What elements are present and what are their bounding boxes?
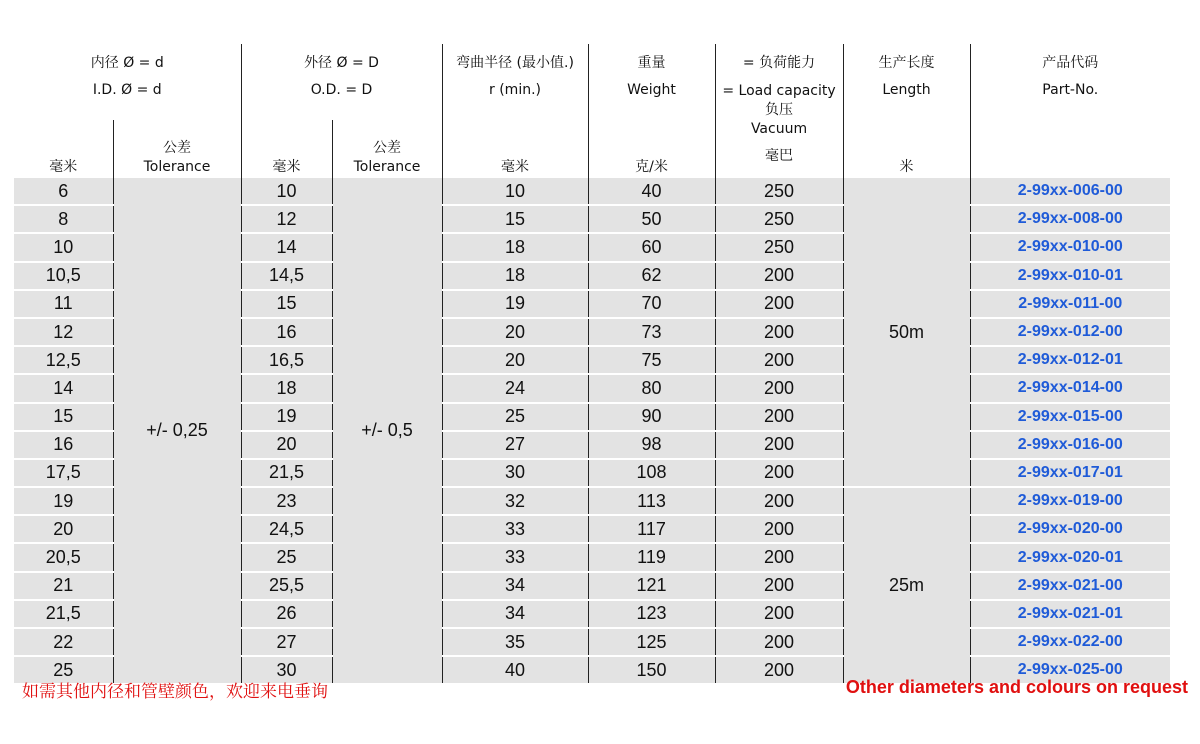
cell-radius: 35 bbox=[442, 628, 588, 656]
header-id-tolerance bbox=[113, 120, 241, 178]
cell-od: 19 bbox=[241, 403, 332, 431]
cell-load: 200 bbox=[715, 346, 843, 374]
cell-id: 14 bbox=[14, 374, 113, 402]
header-id-zh: 内径 Ø = d bbox=[90, 55, 164, 71]
cell-load: 250 bbox=[715, 233, 843, 261]
header-id-tolerance-en: Tolerance bbox=[143, 159, 211, 175]
cell-part-no: 2-99xx-011-00 bbox=[970, 290, 1170, 318]
cell-weight: 123 bbox=[588, 600, 715, 628]
header-weight-unit: 克/米 bbox=[588, 120, 715, 178]
cell-od: 23 bbox=[241, 487, 332, 515]
cell-weight: 50 bbox=[588, 205, 715, 233]
table-header bbox=[14, 44, 1170, 178]
header-vacuum-zh: 负压 bbox=[765, 102, 794, 118]
cell-weight: 73 bbox=[588, 318, 715, 346]
cell-part-no: 2-99xx-016-00 bbox=[970, 431, 1170, 459]
header-id-en: I.D. Ø = d bbox=[92, 82, 162, 98]
header-load-zh: = 负荷能力 bbox=[715, 44, 843, 80]
cell-od: 16 bbox=[241, 318, 332, 346]
cell-id: 11 bbox=[14, 290, 113, 318]
header-vacuum-en: Vacuum bbox=[750, 121, 808, 137]
header-od-zh: 外径 Ø = D bbox=[241, 44, 442, 80]
cell-load: 200 bbox=[715, 515, 843, 543]
cell-part-no: 2-99xx-012-01 bbox=[970, 346, 1170, 374]
cell-weight: 70 bbox=[588, 290, 715, 318]
cell-radius: 40 bbox=[442, 656, 588, 684]
cell-part-no: 2-99xx-021-00 bbox=[970, 572, 1170, 600]
header-od-tolerance-zh: 公差 bbox=[373, 140, 401, 156]
header-length-unit: 米 bbox=[843, 120, 970, 178]
cell-load: 200 bbox=[715, 543, 843, 571]
cell-load: 200 bbox=[715, 374, 843, 402]
header-weight-en: Weight bbox=[588, 80, 715, 120]
header-radius-en: r (min.) bbox=[442, 80, 588, 120]
header-od-tolerance-en: Tolerance bbox=[353, 159, 421, 175]
cell-part-no: 2-99xx-010-01 bbox=[970, 262, 1170, 290]
cell-radius: 34 bbox=[442, 600, 588, 628]
cell-part-no: 2-99xx-020-00 bbox=[970, 515, 1170, 543]
cell-radius: 25 bbox=[442, 403, 588, 431]
cell-od: 24,5 bbox=[241, 515, 332, 543]
cell-weight: 150 bbox=[588, 656, 715, 684]
cell-od: 16,5 bbox=[241, 346, 332, 374]
cell-part-no: 2-99xx-010-00 bbox=[970, 233, 1170, 261]
cell-part-no: 2-99xx-014-00 bbox=[970, 374, 1170, 402]
cell-weight: 121 bbox=[588, 572, 715, 600]
table-body bbox=[14, 178, 1170, 684]
cell-radius: 27 bbox=[442, 431, 588, 459]
cell-part-no: 2-99xx-021-01 bbox=[970, 600, 1170, 628]
cell-weight: 60 bbox=[588, 233, 715, 261]
cell-load: 250 bbox=[715, 205, 843, 233]
cell-radius: 20 bbox=[442, 318, 588, 346]
cell-id: 10,5 bbox=[14, 262, 113, 290]
cell-radius: 33 bbox=[442, 515, 588, 543]
cell-od: 25 bbox=[241, 543, 332, 571]
header-id-tolerance-zh: 公差 bbox=[163, 140, 191, 156]
cell-id: 15 bbox=[14, 403, 113, 431]
cell-od: 25,5 bbox=[241, 572, 332, 600]
cell-radius: 20 bbox=[442, 346, 588, 374]
header-unit-mbar: 毫巴 bbox=[765, 148, 794, 164]
table-row bbox=[14, 178, 1170, 205]
cell-radius: 30 bbox=[442, 459, 588, 487]
cell-radius: 32 bbox=[442, 487, 588, 515]
cell-load: 200 bbox=[715, 262, 843, 290]
cell-radius: 18 bbox=[442, 262, 588, 290]
cell-od: 27 bbox=[241, 628, 332, 656]
cell-id: 6 bbox=[14, 178, 113, 205]
cell-radius: 19 bbox=[442, 290, 588, 318]
header-partno-zh: 产品代码 bbox=[970, 44, 1170, 80]
cell-od: 21,5 bbox=[241, 459, 332, 487]
cell-load: 200 bbox=[715, 459, 843, 487]
header-weight-zh: 重量 bbox=[588, 44, 715, 80]
cell-od: 14,5 bbox=[241, 262, 332, 290]
cell-weight: 80 bbox=[588, 374, 715, 402]
cell-id: 12,5 bbox=[14, 346, 113, 374]
cell-od: 26 bbox=[241, 600, 332, 628]
cell-weight: 98 bbox=[588, 431, 715, 459]
cell-od: 30 bbox=[241, 656, 332, 684]
cell-id: 20 bbox=[14, 515, 113, 543]
cell-id: 22 bbox=[14, 628, 113, 656]
cell-id: 10 bbox=[14, 233, 113, 261]
header-id-unit: 毫米 bbox=[49, 159, 78, 175]
cell-load: 200 bbox=[715, 487, 843, 515]
cell-id: 17,5 bbox=[14, 459, 113, 487]
cell-weight: 113 bbox=[588, 487, 715, 515]
cell-radius: 24 bbox=[442, 374, 588, 402]
cell-weight: 90 bbox=[588, 403, 715, 431]
cell-load: 200 bbox=[715, 628, 843, 656]
header-load-en: = Load capacity bbox=[722, 83, 836, 99]
cell-load: 200 bbox=[715, 403, 843, 431]
cell-part-no: 2-99xx-006-00 bbox=[970, 178, 1170, 205]
cell-id-tolerance: +/- 0,25 bbox=[113, 178, 241, 684]
cell-load: 250 bbox=[715, 178, 843, 205]
cell-id: 21 bbox=[14, 572, 113, 600]
header-od-en: O.D. = D bbox=[241, 80, 442, 120]
cell-id: 20,5 bbox=[14, 543, 113, 571]
cell-weight: 75 bbox=[588, 346, 715, 374]
cell-radius: 15 bbox=[442, 205, 588, 233]
cell-id: 8 bbox=[14, 205, 113, 233]
cell-id: 21,5 bbox=[14, 600, 113, 628]
header-length-en: Length bbox=[843, 80, 970, 120]
cell-od: 14 bbox=[241, 233, 332, 261]
cell-load: 200 bbox=[715, 656, 843, 684]
hose-spec-table bbox=[14, 44, 1170, 685]
cell-load: 200 bbox=[715, 318, 843, 346]
cell-load: 200 bbox=[715, 572, 843, 600]
cell-od: 12 bbox=[241, 205, 332, 233]
header-length-zh: 生产长度 bbox=[843, 44, 970, 80]
cell-weight: 117 bbox=[588, 515, 715, 543]
cell-weight: 108 bbox=[588, 459, 715, 487]
header-radius-unit: 毫米 bbox=[442, 120, 588, 178]
header-radius-zh: 弯曲半径 (最小值.) bbox=[442, 44, 588, 80]
cell-id: 12 bbox=[14, 318, 113, 346]
cell-radius: 34 bbox=[442, 572, 588, 600]
header-partno-unit bbox=[970, 120, 1170, 178]
header-partno-en: Part-No. bbox=[970, 80, 1170, 120]
cell-id: 16 bbox=[14, 431, 113, 459]
cell-od: 15 bbox=[241, 290, 332, 318]
cell-weight: 40 bbox=[588, 178, 715, 205]
footer-note-zh: 如需其他内径和管壁颜色，欢迎来电垂询 bbox=[22, 682, 328, 702]
cell-od: 18 bbox=[241, 374, 332, 402]
spec-table-wrapper bbox=[14, 44, 1170, 685]
cell-length-25m: 25m bbox=[843, 487, 970, 684]
cell-id: 25 bbox=[14, 656, 113, 684]
cell-weight: 125 bbox=[588, 628, 715, 656]
cell-part-no: 2-99xx-015-00 bbox=[970, 403, 1170, 431]
cell-part-no: 2-99xx-008-00 bbox=[970, 205, 1170, 233]
cell-radius: 18 bbox=[442, 233, 588, 261]
cell-od-tolerance: +/- 0,5 bbox=[332, 178, 442, 684]
header-od-tolerance bbox=[332, 120, 442, 178]
cell-part-no: 2-99xx-025-00 bbox=[970, 656, 1170, 684]
cell-radius: 10 bbox=[442, 178, 588, 205]
cell-weight: 62 bbox=[588, 262, 715, 290]
header-load-block bbox=[715, 80, 843, 178]
cell-part-no: 2-99xx-019-00 bbox=[970, 487, 1170, 515]
cell-weight: 119 bbox=[588, 543, 715, 571]
cell-part-no: 2-99xx-012-00 bbox=[970, 318, 1170, 346]
cell-part-no: 2-99xx-020-01 bbox=[970, 543, 1170, 571]
cell-load: 200 bbox=[715, 431, 843, 459]
cell-od: 20 bbox=[241, 431, 332, 459]
footer-note-en: Other diameters and colours on request bbox=[845, 677, 1188, 697]
cell-radius: 33 bbox=[442, 543, 588, 571]
cell-od: 10 bbox=[241, 178, 332, 205]
header-od-unit: 毫米 bbox=[241, 120, 332, 178]
cell-part-no: 2-99xx-017-01 bbox=[970, 459, 1170, 487]
cell-load: 200 bbox=[715, 600, 843, 628]
cell-length-50m: 50m bbox=[843, 178, 970, 487]
cell-id: 19 bbox=[14, 487, 113, 515]
cell-load: 200 bbox=[715, 290, 843, 318]
cell-part-no: 2-99xx-022-00 bbox=[970, 628, 1170, 656]
